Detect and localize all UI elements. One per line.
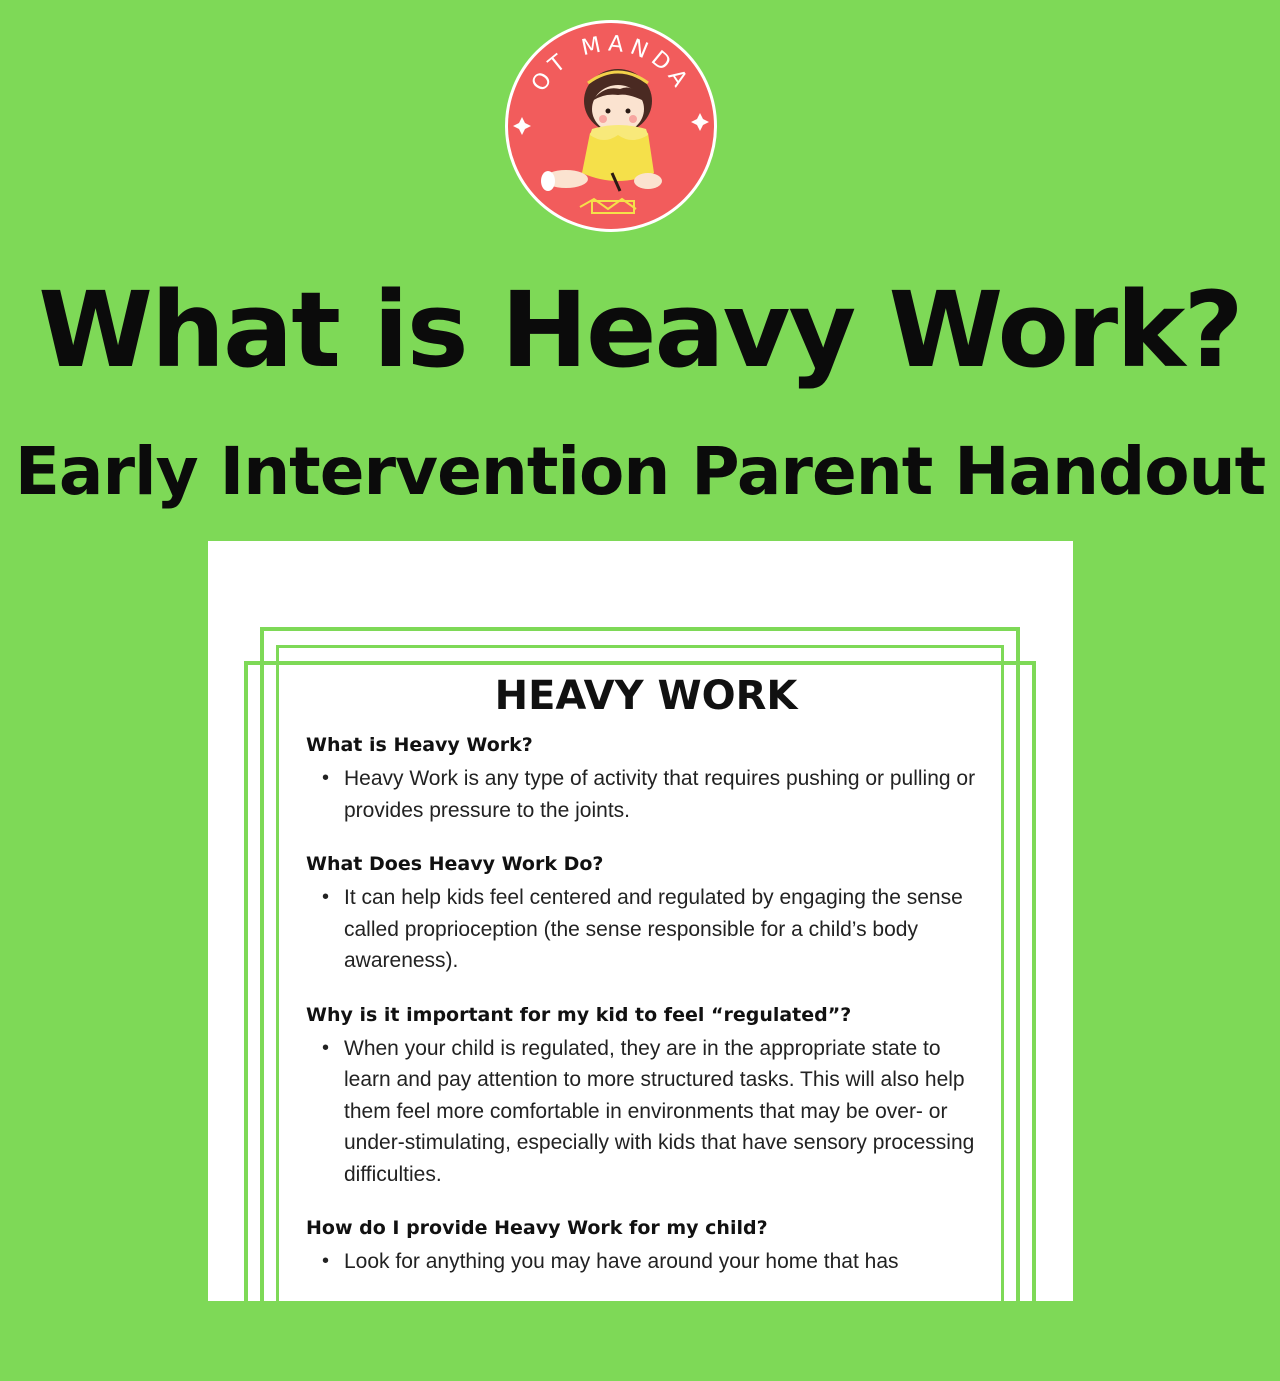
faq-question: How do I provide Heavy Work for my child? [306,1217,768,1239]
faq-answer: • Heavy Work is any type of activity that requires pushing or pulling or provides pressure to the joints. [344,763,986,826]
faq-section [306,1216,986,1278]
faq-answer-list [306,1033,986,1191]
document-title: HEAVY WORK [494,673,798,719]
faq-answer-list [306,763,986,826]
sparkle-icon [513,117,531,135]
faq-question: Why is it important for my kid to feel “regulated”? [306,1003,852,1026]
faq-question: What is Heavy Work? [306,734,533,756]
ot-manda-logo [505,20,717,232]
faq-section [306,733,986,826]
page-subtitle: Early Intervention Parent Handout [14,433,1266,510]
faq-answer: • Look for anything you may have around your home that has [344,1246,986,1278]
faq-section [306,1003,986,1191]
faq-answer: • When your child is regulated, they are in the appropriate state to learn and pay attention to more structured tasks. This will also help them feel more comfortable in environments that may be over- or under-stimulating, especially with kids that have sensory processing difficulties. [344,1033,986,1191]
handout-content [306,673,986,1304]
faq-answer-list [306,1246,986,1278]
logo-illustration [508,23,714,229]
logo-text: OT MANDA [527,31,695,97]
faq-answer: • It can help kids feel centered and regulated by engaging the sense called proprioception (the sense responsible for a child’s body awareness). [344,882,986,977]
faq-answer-list [306,882,986,977]
faq-question: What Does Heavy Work Do? [306,853,604,875]
faq-section [306,852,986,977]
page-title: What is Heavy Work? [38,269,1242,391]
sparkle-icon [691,113,709,131]
handout-preview [208,541,1073,1301]
